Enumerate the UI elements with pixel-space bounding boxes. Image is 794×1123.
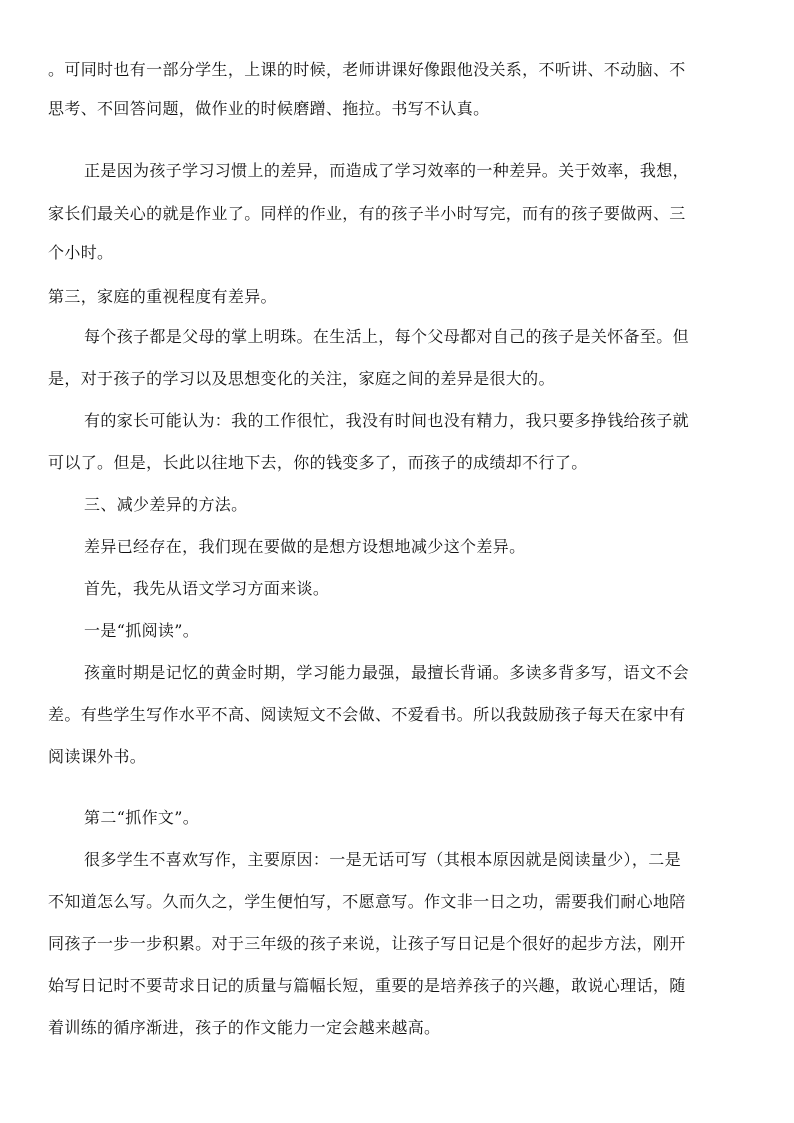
- text-line-5: 个小时。: [48, 243, 114, 262]
- text-line-15: 孩童时期是记忆的黄金时期，学习能力最强，最擅长背诵。多读多背多写，语文不会: [84, 663, 689, 682]
- text-line-7: 每个孩子都是父母的掌上明珠。在生活上，每个父母都对自己的孩子是关怀备至。但: [84, 327, 689, 346]
- text-line-17: 阅读课外书。: [48, 747, 147, 766]
- text-line-23: 着训练的循序渐进，孩子的作文能力一定会越来越高。: [48, 1018, 441, 1037]
- text-line-3: 正是因为孩子学习习惯上的差异，而造成了学习效率的一种差异。关于效率，我想，: [84, 161, 689, 180]
- text-line-21: 同孩子一步一步积累。对于三年级的孩子来说，让孩子写日记是个很好的起步方法，刚开: [48, 934, 686, 953]
- text-line-16: 差。有些学生写作水平不高、阅读短文不会做、不爱看书。所以我鼓励孩子每天在家中有: [48, 705, 686, 724]
- text-line-22: 始写日记时不要苛求日记的质量与篇幅长短，重要的是培养孩子的兴趣，敢说心理话，随: [48, 976, 686, 995]
- subheading-writing: 第二“抓作文”。: [84, 808, 200, 827]
- text-line-20: 不知道怎么写。久而久之，学生便怕写，不愿意写。作文非一日之功，需要我们耐心地陪: [48, 892, 686, 911]
- section-heading-third: 第三，家庭的重视程度有差异。: [48, 287, 277, 306]
- text-line-9: 有的家长可能认为：我的工作很忙，我没有时间也没有精力，我只要多挣钱给孩子就: [84, 411, 689, 430]
- subheading-reading: 一是“抓阅读”。: [84, 621, 200, 640]
- text-line-2: 思考、不回答问题，做作业的时候磨蹭、拖拉。书写不认真。: [48, 99, 490, 118]
- text-line-4: 家长们最关心的就是作业了。同样的作业，有的孩子半小时写完，而有的孩子要做两、三: [48, 204, 686, 223]
- text-line-1: 。可同时也有一部分学生，上课的时候，老师讲课好像跟他没关系，不听讲、不动脑、不: [48, 60, 686, 79]
- section-heading-methods: 三、减少差异的方法。: [84, 495, 248, 514]
- text-line-12: 差异已经存在，我们现在要做的是想方设想地减少这个差异。: [84, 537, 526, 556]
- text-line-13: 首先，我先从语文学习方面来谈。: [84, 579, 330, 598]
- text-line-10: 可以了。但是，长此以往地下去，你的钱变多了，而孩子的成绩却不行了。: [48, 453, 588, 472]
- text-line-19: 很多学生不喜欢写作，主要原因：一是无话可写（其根本原因就是阅读量少），二是: [84, 850, 681, 869]
- text-line-8: 是，对于孩子的学习以及思想变化的关注，家庭之间的差异是很大的。: [48, 369, 555, 388]
